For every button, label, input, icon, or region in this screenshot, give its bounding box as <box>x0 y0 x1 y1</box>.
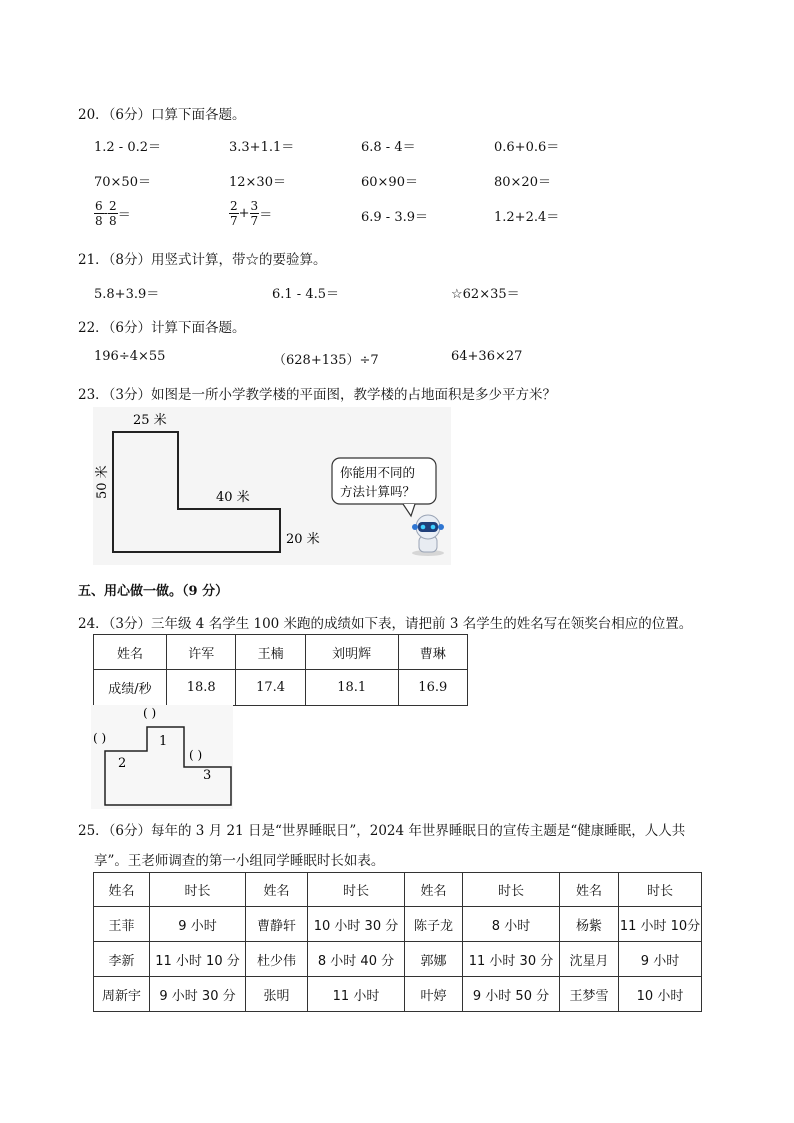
table-row <box>94 907 702 942</box>
podium-blank-third: ( ) <box>189 748 203 762</box>
bubble-text-1: 你能用不同的 <box>340 465 416 480</box>
podium-label-1: 1 <box>159 734 168 749</box>
table-row <box>94 977 702 1012</box>
table-row <box>94 942 702 977</box>
q20-expr: 1.2 - 0.2＝ <box>94 140 162 155</box>
table-cell: 9 小时 30 分 <box>150 977 246 1012</box>
q23-title: 23．（3分）如图是一所小学教学楼的平面图，教学楼的占地面积是多少平方米？ <box>78 387 557 403</box>
table-cell: 陈子龙 <box>405 907 463 942</box>
label-left: 50 米 <box>95 465 110 499</box>
q20-expr: 80×20＝ <box>494 175 551 190</box>
q22-item: 196÷4×55 <box>94 349 166 364</box>
table-cell: 11 小时 10 分 <box>150 942 246 977</box>
fraction-expression: $\frac{6}{8}$ - $\frac{2}{8}$ ＝ <box>95 199 131 228</box>
fraction: $\frac{2}{8}$ <box>109 199 117 228</box>
q22-title: 22．（6分）计算下面各题。 <box>78 320 246 336</box>
q21-item: 6.1 - 4.5＝ <box>272 287 340 302</box>
table-row <box>94 873 702 907</box>
podium-label-3: 3 <box>203 768 212 783</box>
q24-title: 24．（3分）三年级 4 名学生 100 米跑的成绩如下表，请把前 3 名学生的姓名写在领奖台相应的位置。 <box>78 616 693 632</box>
q25-title: 25．（6分）每年的 3 月 21 日是“世界睡眠日”，2024 年世界睡眠日的宣传主题是“健康睡眠，人人共 <box>78 823 686 839</box>
table-cell: 11 小时 10分 <box>619 907 702 942</box>
fraction: $\frac{2}{7}$ <box>230 199 238 228</box>
table-cell: 许军 <box>167 635 236 670</box>
q20-expr: 3.3+1.1＝ <box>229 140 295 155</box>
bubble-tail <box>403 504 415 516</box>
q25-title-cont: 享”。王老师调查的第一小组同学睡眠时长如表。 <box>94 853 385 869</box>
table-header-cell: 姓名 <box>405 873 463 907</box>
q22-item: （628+135）÷7 <box>273 353 379 368</box>
table-cell: 王楠 <box>236 635 305 670</box>
table-cell: 杜少伟 <box>246 942 308 977</box>
q20-expr: 0.6+0.6＝ <box>494 140 560 155</box>
podium-label-2: 2 <box>118 756 127 771</box>
table-cell: 8 小时 <box>463 907 560 942</box>
table-cell: 10 小时 <box>619 977 702 1012</box>
podium-blank-first: ( ) <box>143 706 157 720</box>
table-cell: 11 小时 30 分 <box>463 942 560 977</box>
podium-figure <box>91 705 233 809</box>
fraction: $\frac{3}{7}$ <box>250 199 259 228</box>
q20-expr: 12×30＝ <box>229 175 286 190</box>
sleep-duration-table <box>93 872 702 1012</box>
table-header-cell: 时长 <box>150 873 246 907</box>
table-row <box>94 635 468 670</box>
podium-diagram <box>91 705 233 809</box>
table-cell: 王梦雪 <box>560 977 619 1012</box>
table-cell: 18.8 <box>167 670 236 706</box>
table-header-cell: 时长 <box>619 873 702 907</box>
table-cell: 17.4 <box>236 670 305 706</box>
table-cell: 叶婷 <box>405 977 463 1012</box>
q22-item: 64+36×27 <box>451 349 523 364</box>
q20-expr: 6.9 - 3.9＝ <box>361 210 429 225</box>
building-outline <box>113 432 280 552</box>
label-right: 20 米 <box>286 532 320 547</box>
table-cell: 郭娜 <box>405 942 463 977</box>
robot-icon <box>412 515 444 556</box>
table-header-cell: 成绩/秒 <box>94 670 167 706</box>
table-cell: 周新宇 <box>94 977 150 1012</box>
table-header-cell: 时长 <box>463 873 560 907</box>
bubble-text-2: 方法计算吗？ <box>340 484 416 499</box>
table-cell: 王菲 <box>94 907 150 942</box>
table-cell: 曹静轩 <box>246 907 308 942</box>
table-cell: 10 小时 30 分 <box>308 907 405 942</box>
table-header-cell: 时长 <box>308 873 405 907</box>
q20-expr: 70×50＝ <box>94 175 151 190</box>
label-middle: 40 米 <box>216 490 250 505</box>
table-cell: 18.1 <box>305 670 398 706</box>
q20-expr: 6.8 - 4＝ <box>361 140 416 155</box>
table-cell: 刘明辉 <box>305 635 398 670</box>
q20-expr: 60×90＝ <box>361 175 418 190</box>
floor-plan-figure <box>93 407 451 565</box>
fraction-expression: $\frac{2}{7}$ + $\frac{3}{7}$ ＝ <box>230 199 273 228</box>
section-title: 五、用心做一做。（9 分） <box>78 584 229 599</box>
table-header-cell: 姓名 <box>94 873 150 907</box>
fraction: $\frac{6}{8}$ <box>95 199 103 228</box>
table-cell: 11 小时 <box>308 977 405 1012</box>
table-header-cell: 姓名 <box>560 873 619 907</box>
label-top: 25 米 <box>133 413 167 428</box>
table-cell: 9 小时 <box>619 942 702 977</box>
table-row <box>94 670 468 706</box>
q20-expr: 1.2+2.4＝ <box>494 210 560 225</box>
table-cell: 9 小时 <box>150 907 246 942</box>
table-cell: 沈星月 <box>560 942 619 977</box>
q21-item: ☆62×35＝ <box>451 287 520 302</box>
table-cell: 杨紫 <box>560 907 619 942</box>
table-header-cell: 姓名 <box>94 635 167 670</box>
table-cell: 李新 <box>94 942 150 977</box>
q21-title: 21．（8分）用竖式计算，带☆的要验算。 <box>78 252 327 268</box>
running-score-table <box>93 634 468 706</box>
table-cell: 16.9 <box>398 670 467 706</box>
table-cell: 曹琳 <box>398 635 467 670</box>
table-cell: 8 小时 40 分 <box>308 942 405 977</box>
podium-blank-second: ( ) <box>93 731 107 745</box>
table-cell: 张明 <box>246 977 308 1012</box>
floor-plan-diagram <box>93 407 451 565</box>
q21-item: 5.8+3.9＝ <box>94 287 160 302</box>
table-header-cell: 姓名 <box>246 873 308 907</box>
table-cell: 9 小时 50 分 <box>463 977 560 1012</box>
q20-title: 20．（6分）口算下面各题。 <box>78 107 246 123</box>
